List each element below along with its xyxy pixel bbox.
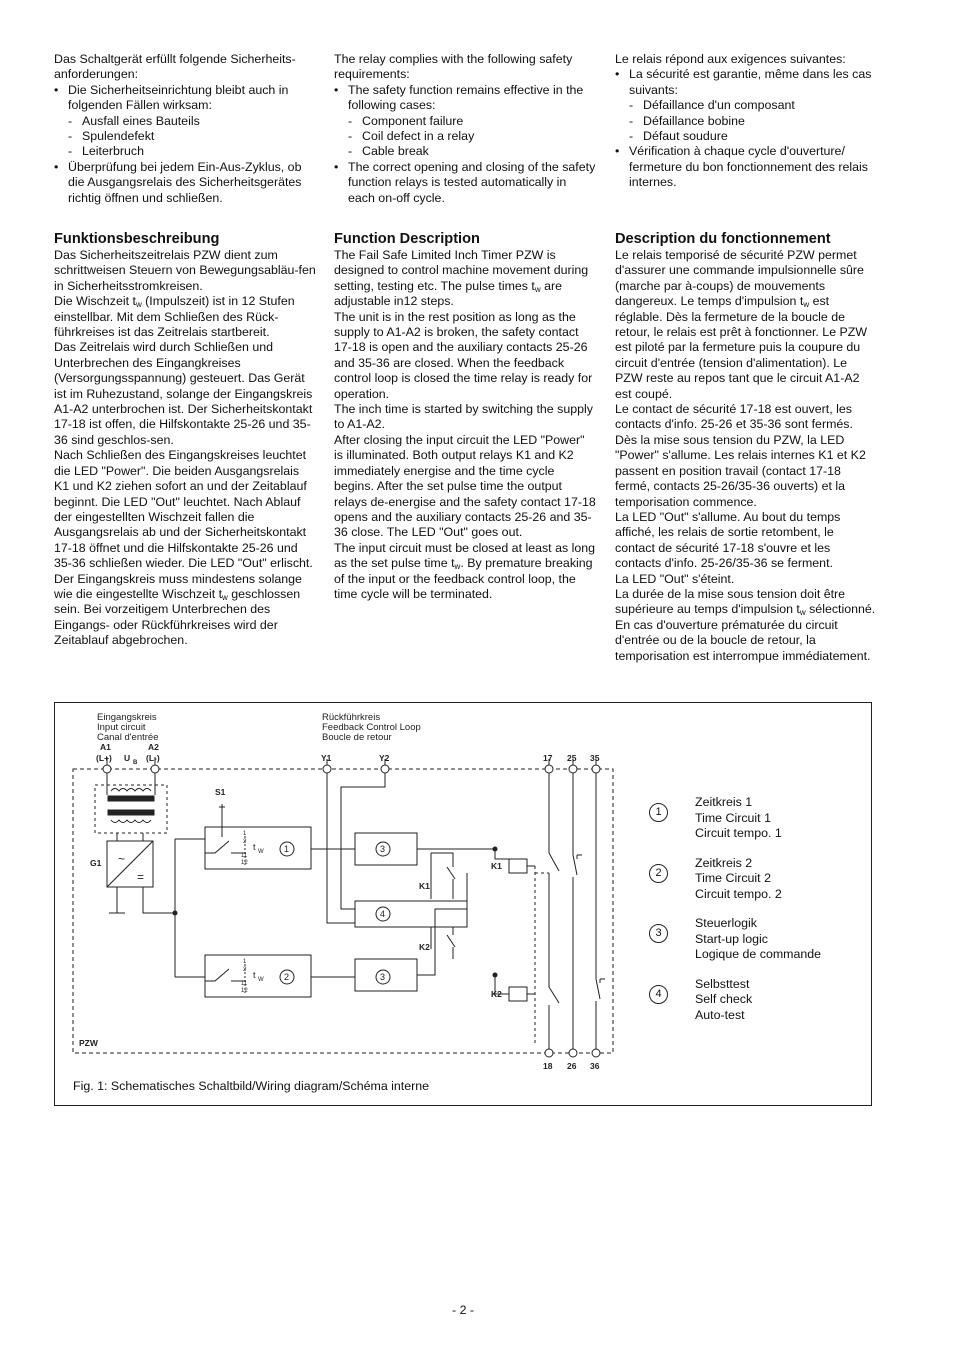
paragraph: La durée de la mise sous tension doit être supérieure au temps d'impulsion $t_w$ sélectionné. En cas d'ouverture prématurée du circuit d'entrée ou de la boucle de retour, la temporisation est interrompue immédiatement. <box>615 586 876 663</box>
list-item: - Component failure <box>348 114 596 129</box>
terminal-18 <box>545 1049 553 1057</box>
section-fr <box>615 230 877 664</box>
terminal-label-18: 18 <box>543 1061 553 1071</box>
legend-item: 2 Zeitkreis 2 Time Circuit 2 Circuit tempo. 2 <box>649 856 859 903</box>
pulse-time-label: t <box>253 970 256 980</box>
paragraph: Le contact de sécurité 17-18 est ouvert, les contacts d'info. 25-26 et 35-36 sont fermés. Dès la mise sous tension du PZW, la LED "Power" s'allume. Les relais internes K1 et K2 passent en position travail (contact 17-18 fermé, contacts 25-26/35-36 ouverts) et la temporisation commence. <box>615 402 866 509</box>
terminal-a1 <box>103 765 111 773</box>
terminal-label-26: 26 <box>567 1061 577 1071</box>
relay-label-k2: K2 <box>419 942 430 952</box>
feedback-y2-wire <box>341 759 385 909</box>
terminal-label-25: 25 <box>567 753 577 763</box>
section-heading: Description du fonctionnement <box>615 231 831 247</box>
section-heading: Funktionsbeschreibung <box>54 231 220 247</box>
terminal-label-a1: A1 <box>100 742 111 752</box>
list-item: - Spulendefekt <box>68 129 316 144</box>
svg-text:11: 11 <box>241 853 248 859</box>
paragraph: Das Sicherheitszeitrelais PZW dient zum schrittweisen Steuern von Bewegungsabläu-fen in Sicherheitsstromkreisen. <box>54 248 316 293</box>
terminal-17 <box>545 765 553 773</box>
list-item: • The correct opening and closing of the safety function relays is tested automatically in each on-off cycle. <box>334 160 596 206</box>
paragraph: Le relais temporisé de sécurité PZW permet d'assurer une commande impulsionnelle sûre (marche par à-coups) de mouvements dangereux. Le temps d'impulsion $t_w$ est réglable. Dès la fermeture de la boucle de retour, le relais est prêt à fonctionner. Le PZW est piloté par la fermeture puis la coupure du circuit d'entrée (tension d'alimentation). Le PZW reste au repos tant que le circuit A1-A2 est coupé. <box>615 248 868 401</box>
circle-number-4-text: 4 <box>380 909 386 919</box>
relay-label-k1: K1 <box>419 881 430 891</box>
input-label: Input circuit <box>97 722 146 733</box>
relay-k2-coil <box>509 987 527 1001</box>
svg-text:1: 1 <box>243 831 247 837</box>
circle-number-3-text: 3 <box>380 972 386 982</box>
legend-item: 4 Selbsttest Self check Auto-test <box>649 977 859 1024</box>
relay-coil-label-k2: K2 <box>491 989 502 999</box>
list-item: • La sécurité est garantie, même dans les cas suivants: - Défaillance d'un composant - Défaillance bobine - Défaut soudure <box>615 67 877 144</box>
supply-voltage-subscript: B <box>133 760 138 766</box>
contact-17-18 <box>549 759 559 1053</box>
figure-caption: Fig. 1: Schematisches Schaltbild/Wiring diagram/Schéma interne <box>73 1079 430 1093</box>
terminal-label-17: 17 <box>543 753 553 763</box>
circle-number-1-text: 1 <box>284 844 290 854</box>
paragraph: The unit is in the rest position as long as the supply to A1-A2 is broken, the safety contact 17-18 is open and the auxiliary contacts 25-26 and 35-36 are closed. When the feedback control loop is closed the time relay is ready for operation. <box>334 309 593 401</box>
power-supply-label-g1: G1 <box>90 858 102 868</box>
requirement-list <box>54 83 316 206</box>
ac-symbol: ~ <box>118 852 126 866</box>
feedback-label: Feedback Control Loop <box>322 722 421 733</box>
terminal-y1 <box>323 765 331 773</box>
terminal-y2 <box>381 765 389 773</box>
terminal-label-a2: A2 <box>148 742 159 752</box>
terminal-26 <box>569 1049 577 1057</box>
list-item: - Défaillance bobine <box>629 114 877 129</box>
paragraph: Nach Schließen des Eingangskreises leuchtet die LED "Power". Die beiden Ausgangsrelais K1 und K2 ziehen sofort an und der Zeitablauf beginnt. Die LED "Out" leuchtet. Nach Ablauf der eingestellten Wischzeit fallen die Ausgangsrelais ab und der Sicherheitskontakt 17-18 öffnet und die Hilfskontakte 25-26 und 35-36 schließen wieder. Die LED "Out" erlischt. <box>54 448 313 571</box>
transformer-core-bottom <box>108 810 154 815</box>
intro-lead: Das Schaltgerät erfüllt folgende Sicherheits-anforderungen: <box>54 52 296 82</box>
list-item: • Überprüfung bei jedem Ein-Aus-Zyklus, ob die Ausgangsrelais des Sicherheitsgerätes richtig öffnen und schließen. <box>54 160 316 206</box>
terminal-label-y1: Y1 <box>321 753 332 763</box>
paragraph: Das Zeitrelais wird durch Schließen und Unterbrechen des Eingangkreises (Versorgungsspannung) gesteuert. Das Gerät ist im Ruhezustand, solange der Eingangskreis A1-A2 unterbrochen ist. Der Sicherheitskontakt 17-18 ist offen, die Hilfskontakte 25-26 und 35-36 sind geschlos-sen. <box>54 340 313 447</box>
section-heading: Function Description <box>334 231 480 247</box>
paragraph: Die Wischzeit $t_w$ (Impulszeit) ist in 12 Stufen einstellbar. Mit dem Schließen des Rück-führkreises ist das Zeitrelais startbereit. <box>54 294 295 340</box>
intro-de <box>54 52 316 206</box>
svg-text:12: 12 <box>241 988 248 994</box>
intro-lead: Le relais répond aux exigences suivantes: <box>615 52 846 66</box>
page-number: - 2 - <box>452 1303 475 1317</box>
list-item: • The safety function remains effective in the following cases: - Component failure - Coil defect in a relay - Cable break <box>334 83 596 160</box>
circle-number-2-text: 2 <box>284 972 290 982</box>
contact-35-36 <box>596 759 600 1053</box>
device-label-pzw: PZW <box>79 1038 98 1048</box>
list-item: - Cable break <box>348 144 596 159</box>
list-item: - Ausfall eines Bauteils <box>68 114 316 129</box>
list-item: - Défaillance d'un composant <box>629 98 877 113</box>
paragraph: The Fail Safe Limited Inch Timer PZW is designed to control machine movement during setting, testing etc. The pulse times $t_w$ are adjustable in12 steps. <box>334 248 589 309</box>
transformer-core-top <box>108 796 154 801</box>
section-en <box>334 230 596 602</box>
terminal-25 <box>569 765 577 773</box>
list-item: • Die Sicherheitseinrichtung bleibt auch in folgenden Fällen wirksam: - Ausfall eines Bauteils - Spulendefekt - Leiterbruch <box>54 83 316 160</box>
input-label: Eingangskreis <box>97 712 157 723</box>
input-label: Canal d'entrée <box>97 732 159 743</box>
relay-k1-coil <box>509 859 527 873</box>
pulse-time-subscript: W <box>258 977 264 983</box>
circle-number-3-text: 3 <box>380 844 386 854</box>
legend-item: 1 Zeitkreis 1 Time Circuit 1 Circuit tempo. 1 <box>649 795 859 842</box>
list-item: - Leiterbruch <box>68 144 316 159</box>
terminal-label-35: 35 <box>590 753 600 763</box>
paragraph: Der Eingangskreis muss mindestens solange wie die eingestellte Wischzeit $t_w$ geschlossen sein. Bei vorzeitigem Unterbrechen des Eingangs- oder Rückführkreises wird der Zeitablauf abgebrochen. <box>54 571 302 648</box>
terminal-label-a1-polarity: (L+) <box>96 753 112 763</box>
feedback-label: Rückführkreis <box>322 712 381 723</box>
intro-lead: The relay complies with the following safety requirements: <box>334 52 573 82</box>
paragraph: La LED "Out" s'allume. Au bout du temps affiché, les relais de sortie retombent, le contact de sécurité 17-18 s'ouvre et les contacts d'info. 25-26/35-36 se ferment. <box>615 509 841 571</box>
paragraph: La LED "Out" s'éteint. <box>615 571 735 586</box>
requirement-list <box>334 83 596 206</box>
terminal-label-y2: Y2 <box>379 753 390 763</box>
svg-text:11: 11 <box>241 981 248 987</box>
intro-en <box>334 52 596 206</box>
list-item: - Coil defect in a relay <box>348 129 596 144</box>
switch-label-s1: S1 <box>215 787 226 797</box>
terminal-35 <box>592 765 600 773</box>
terminal-label-a2-polarity: (L-) <box>146 753 160 763</box>
list-item: - Défaut soudure <box>629 129 877 144</box>
paragraph: After closing the input circuit the LED "Power" is illuminated. Both output relays K1 and K2 immediately energise and the time cycle begins. After the set pulse time the output relays de-energise and the safety contact 17-18 opens and the auxiliary contacts 25-26 and 35-36 close. The LED "Out" goes out. <box>334 432 596 540</box>
paragraph: The inch time is started by switching the supply to A1-A2. <box>334 402 593 432</box>
svg-text:12: 12 <box>241 860 248 866</box>
terminal-a2 <box>151 765 159 773</box>
dc-symbol: = <box>137 870 145 884</box>
transformer-box <box>95 785 167 833</box>
svg-text:1: 1 <box>243 959 247 965</box>
wiring-diagram-figure <box>54 702 872 1106</box>
pulse-time-label: t <box>253 842 256 852</box>
requirement-list <box>615 67 877 190</box>
supply-voltage-label: U <box>124 753 131 763</box>
pulse-time-subscript: W <box>258 849 264 855</box>
paragraph: The input circuit must be closed at least as long as the set pulse time $t_w$. By premature breaking of the input or the feedback control loop, the time cycle will be terminated. <box>334 540 596 601</box>
legend-item: 3 Steuerlogik Start-up logic Logique de commande <box>649 916 859 963</box>
section-de <box>54 230 316 649</box>
diagram-legend <box>649 795 859 1037</box>
terminal-label-36: 36 <box>590 1061 600 1071</box>
list-item: • Vérification à chaque cycle d'ouverture/ fermeture du bon fonctionnement des relais internes. <box>615 144 877 190</box>
svg-text:2: 2 <box>243 839 247 845</box>
terminal-36 <box>592 1049 600 1057</box>
contact-25-26 <box>573 759 577 1053</box>
relay-coil-label-k1: K1 <box>491 861 502 871</box>
svg-text:2: 2 <box>243 967 247 973</box>
intro-fr <box>615 52 877 191</box>
feedback-label: Boucle de retour <box>322 732 392 743</box>
self-check-box <box>355 901 467 927</box>
